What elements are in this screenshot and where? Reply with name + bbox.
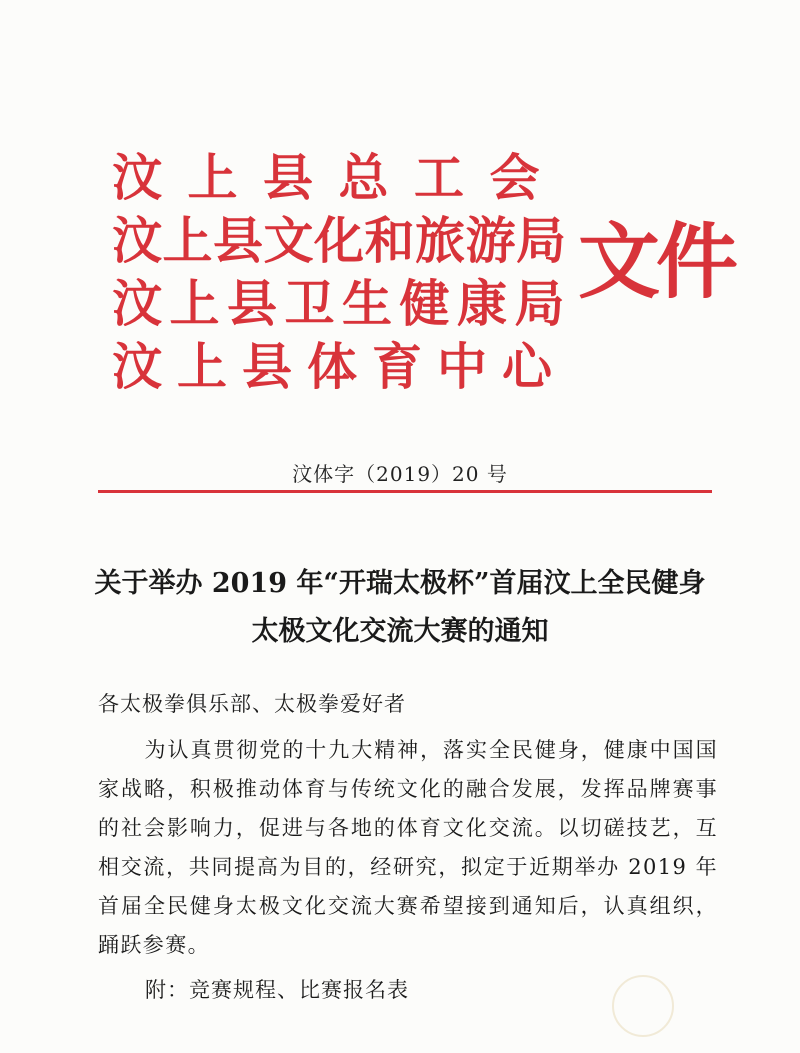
org-char: 上 (187, 149, 238, 207)
org-char: 局 (514, 275, 565, 333)
org-char: 上 (162, 212, 213, 270)
document-mark: 文件 (578, 215, 735, 310)
notice-title (0, 560, 800, 656)
org-char: 体 (307, 338, 357, 396)
org-line-federation (112, 148, 582, 208)
attachment-note: 附：竞赛规程、比赛报名表 (145, 978, 409, 1002)
org-char: 卫 (284, 275, 335, 333)
org-char: 上 (177, 338, 227, 396)
red-divider (98, 490, 712, 493)
issuing-organizations (112, 148, 582, 400)
org-char: 汶 (112, 212, 162, 270)
org-char: 化 (314, 212, 364, 270)
title-line-1: 关于举办 2019 年“开瑞太极杯”首届汶上全民健身 (94, 568, 706, 599)
org-char: 总 (338, 149, 389, 207)
org-char: 旅 (415, 212, 465, 270)
salutation: 各太极拳俱乐部、太极拳爱好者 (98, 692, 406, 716)
body-paragraph (98, 731, 718, 965)
org-char: 汶 (112, 338, 162, 396)
org-char: 和 (364, 212, 415, 270)
body-paragraph-text: 为认真贯彻党的十九大精神，落实全民健身，健康中国国家战略，积极推动体育与传统文化的融合发展，发挥品牌赛事的社会影响力，促进与各地的体育文化交流。以切磋技艺，互相交流，共同提高为目的，经研究，拟定于近期举办 2019 年首届全民健身太极文化交流大赛希望接到通知后，认真组织，踊跃参赛。 (98, 738, 718, 957)
org-char: 心 (502, 338, 552, 396)
org-line-health (112, 274, 582, 334)
org-char: 汶 (112, 275, 162, 333)
watermark-stamp (612, 975, 674, 1037)
org-char: 游 (465, 212, 516, 270)
org-char: 文 (263, 212, 314, 270)
org-char: 中 (437, 338, 487, 396)
document-number: 汶体字（2019）20 号 (292, 462, 508, 486)
org-char: 汶 (112, 149, 162, 207)
org-char: 会 (489, 149, 540, 207)
org-char: 局 (516, 212, 566, 270)
org-char: 县 (242, 338, 292, 396)
org-char: 县 (213, 212, 263, 270)
org-line-sports-center (112, 337, 582, 397)
org-char: 育 (372, 338, 422, 396)
title-line-2: 太极文化交流大赛的通知 (251, 616, 549, 647)
org-char: 县 (263, 149, 313, 207)
org-char: 县 (227, 275, 277, 333)
org-char: 康 (457, 275, 507, 333)
org-line-culture-tourism (112, 211, 582, 271)
org-char: 上 (169, 275, 220, 333)
org-char: 生 (342, 275, 392, 333)
org-char: 工 (414, 149, 464, 207)
org-char: 健 (399, 275, 450, 333)
